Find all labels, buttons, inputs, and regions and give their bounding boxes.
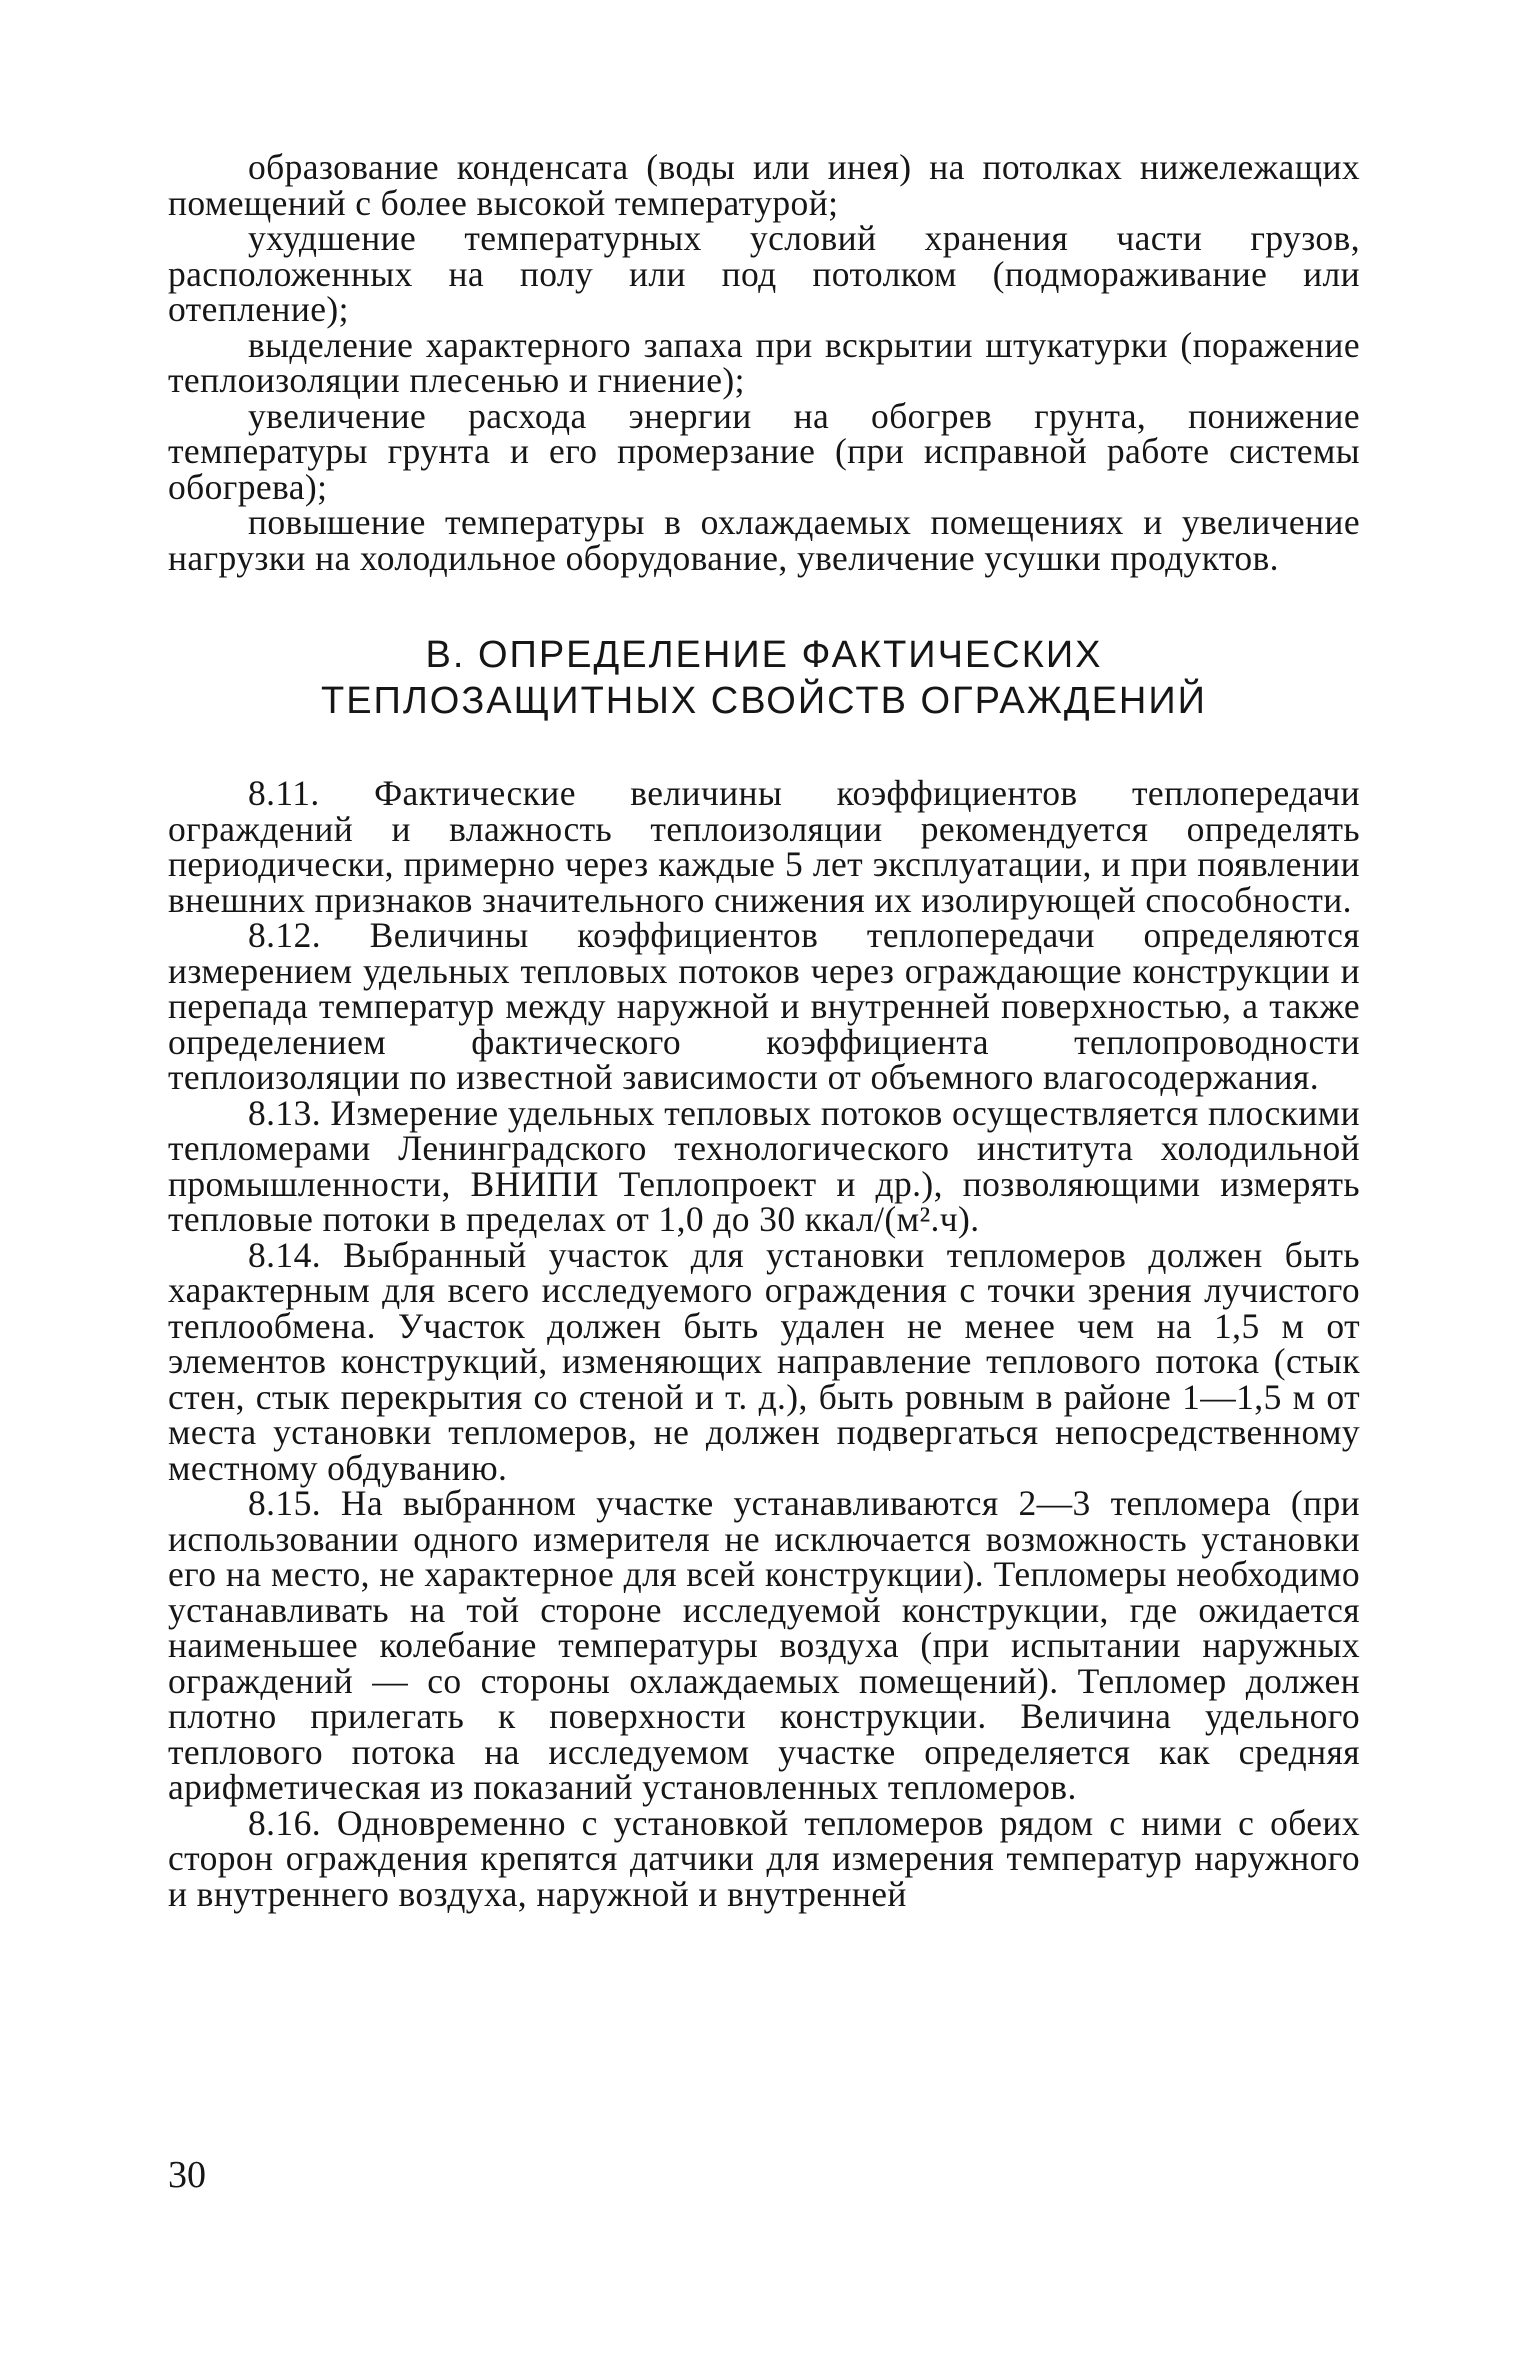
numbered-paragraph xyxy=(168,1092,1360,1239)
paragraph-text: Фактические величины коэффициентов теплопередачи ограждений и влажность теплоизоляции рекомендуется определять периодически, примерно через каждые 5 лет эксплуатации, и при появлении внешних признаков значительного снижения их изолирующей способности. xyxy=(168,773,1360,920)
paragraph-text: На выбранном участке устанавливаются 2—3 тепломера (при использовании одного измерителя не исключается возможность установки его на место, не характерное для всей конструкции). Тепломеры необходимо устанавливать на той стороне исследуемой конструкции, где ожидается наименьшее колебание температуры воздуха (при испытании наружных ограждений — со стороны охлаждаемых помещений). Тепломер должен плотно прилегать к поверхности конструкции. Величина удельного теплового потока на исследуемом участке определяется как средняя арифметическая из показаний установленных тепломеров. xyxy=(168,1483,1360,1807)
paragraph-text: Величины коэффициентов теплопередачи определяются измерением удельных тепловых потоков через ограждающие конструкции и перепада температур между наружной и внутренней поверхностью, а также определением фактического коэффициента теплопроводности теплоизоляции по известной зависимости от объемного влагосодержания. xyxy=(168,915,1360,1097)
intro-paragraph: повышение температуры в охлаждаемых помещениях и увеличение нагрузки на холодильное оборудование, увеличение усушки продуктов. xyxy=(168,502,1360,578)
paragraph-number: 8.11. xyxy=(248,773,320,813)
numbered-paragraph xyxy=(168,1234,1360,1488)
paragraph-text: Выбранный участок для установки тепломеров должен быть характерным для всего исследуемого ограждения с точки зрения лучистого теплообмена. Участок должен быть удален не менее чем на 1,5 м от элементов конструкций, изменяющих направление теплового потока (стык стен, стык перекрытия со стеной и т. д.), быть ровным в районе 1—1,5 м от места установки тепломеров, не должен подвергаться непосредственному местному обдуванию. xyxy=(168,1234,1360,1488)
paragraph-number: 8.16. xyxy=(248,1802,321,1843)
intro-paragraph: увеличение расхода энергии на обогрев грунта, понижение температуры грунта и его промерзание (при исправной работе системы обогрева); xyxy=(168,395,1360,507)
section-heading-line: ТЕПЛОЗАЩИТНЫХ СВОЙСТВ ОГРАЖДЕНИЙ xyxy=(320,680,1207,722)
page-body xyxy=(168,147,1360,1914)
page-number: 30 xyxy=(168,2154,206,2196)
section-heading-line: В. ОПРЕДЕЛЕНИЕ ФАКТИЧЕСКИХ xyxy=(425,634,1103,676)
paragraph-number: 8.12. xyxy=(248,915,321,955)
section-heading xyxy=(168,632,1360,724)
numbered-paragraph xyxy=(168,915,1360,1097)
paragraph-number: 8.13. xyxy=(248,1092,321,1133)
intro-list xyxy=(168,147,1360,578)
intro-paragraph: ухудшение температурных условий хранения части грузов, расположенных на полу или под потолком (подмораживание или отепление); xyxy=(168,218,1360,329)
intro-paragraph: выделение характерного запаха при вскрытии штукатурки (поражение теплоизоляции плесенью и гниение); xyxy=(168,324,1360,400)
paragraph-text: Одновременно с установкой тепломеров рядом с ними с обеих сторон ограждения крепятся датчики для измерения температур наружного и внутреннего воздуха, наружной и внутренней xyxy=(168,1802,1360,1914)
numbered-paragraph xyxy=(168,773,1360,920)
paragraph-text: Измерение удельных тепловых потоков осуществляется плоскими тепломерами Ленинградского технологического института холодильной промышленности, ВНИПИ Теплопроект и др.), позволяющими измерять тепловые потоки в пределах от 1,0 до 30 ккал/(м².ч). xyxy=(168,1092,1360,1239)
numbered-paragraphs xyxy=(168,773,1360,1914)
numbered-paragraph xyxy=(168,1483,1360,1807)
numbered-paragraph xyxy=(168,1802,1360,1914)
paragraph-number: 8.14. xyxy=(248,1234,321,1275)
intro-paragraph: образование конденсата (воды или инея) на потолках нижележащих помещений с более высокой температурой; xyxy=(168,147,1360,223)
paragraph-number: 8.15. xyxy=(248,1483,321,1523)
